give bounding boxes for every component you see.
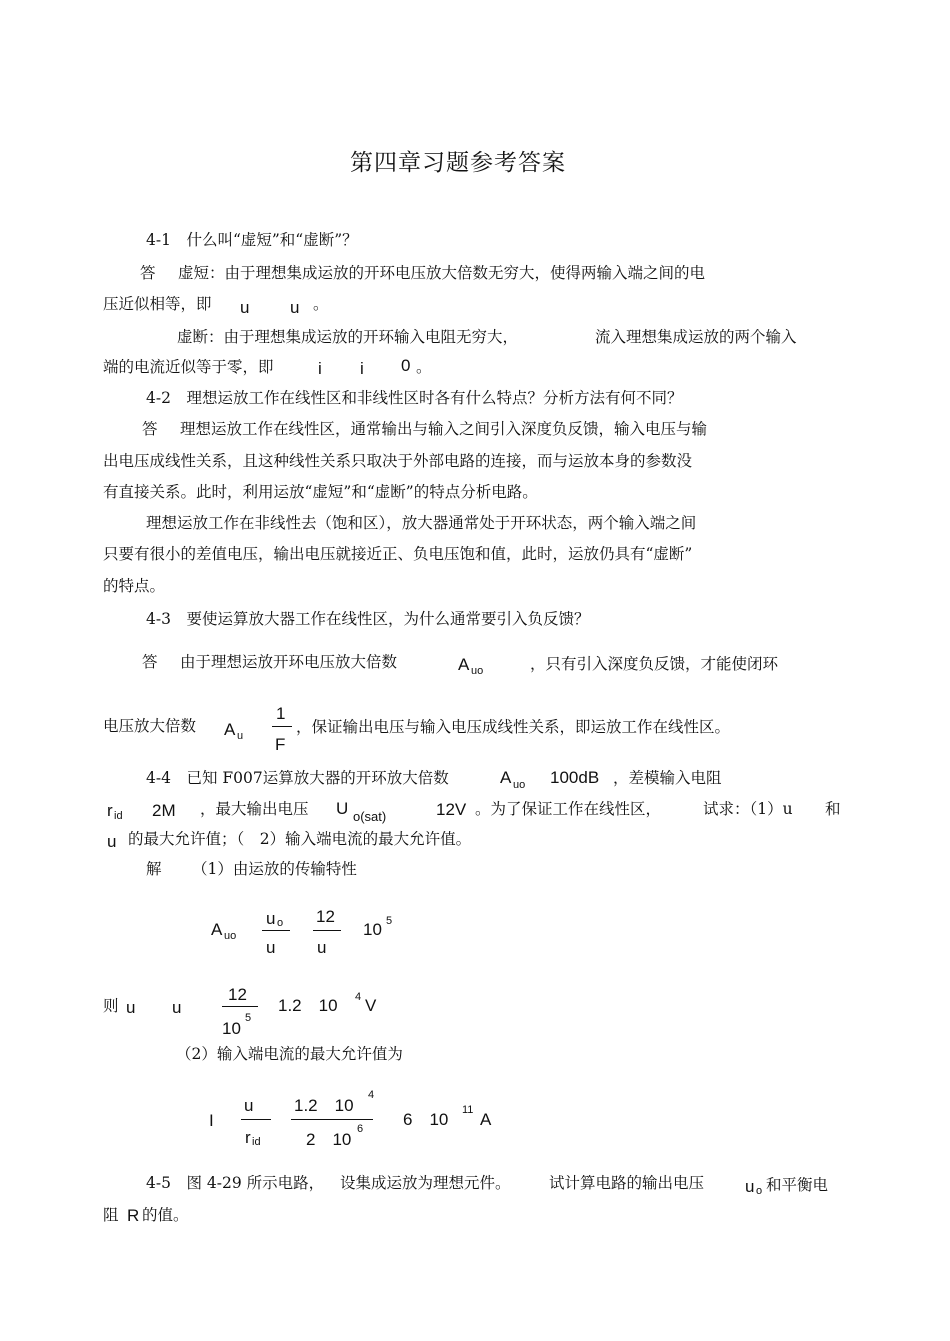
math-value: 2M [152, 801, 176, 820]
math-unit: A [480, 1110, 492, 1129]
math-superscript: 5 [386, 915, 393, 927]
math-symbol: I [209, 1111, 214, 1130]
math-subscript: uo [224, 930, 237, 942]
math-symbol: u [745, 1177, 755, 1196]
math-superscript: 4 [355, 991, 362, 1003]
question-text: 阻 [103, 1206, 119, 1224]
fraction-denominator: 2 10 [306, 1130, 352, 1149]
solution-text: 则 [103, 997, 119, 1015]
fraction-denominator: u [266, 938, 276, 957]
answer-text: 和 [825, 800, 841, 818]
math-symbol: i [360, 359, 364, 378]
fraction-denominator: F [275, 735, 286, 754]
answer-text: 只要有很小的差值电压，输出电压就接近正、负电压饱和值，此时，运放仍具有“虚断” [103, 545, 693, 563]
fraction-bar [313, 930, 341, 931]
answer-text: ，最大输出电压 [200, 800, 309, 818]
fraction-denominator: r [245, 1128, 251, 1147]
answer-text: 由于理想运放开环电压放大倍数 [180, 653, 398, 671]
page-title: 第四章习题参考答案 [350, 150, 566, 176]
answer-text: 的最大允许值；（ 2）输入端电流的最大允许值。 [128, 830, 472, 848]
math-subscript: o(sat) [353, 809, 387, 824]
math-subscript: id [252, 1136, 261, 1148]
math-superscript: 5 [245, 1012, 252, 1024]
fraction-numerator: u [244, 1096, 254, 1115]
math-symbol: U [336, 799, 349, 818]
answer-text: 理想运放工作在线性区，通常输出与输入之间引入深度负反馈，输入电压与输 [180, 420, 708, 438]
question-text: 设集成运放为理想元件。 [340, 1174, 511, 1192]
question-4-5: 4-5 图 4-29 所示电路， [146, 1174, 325, 1192]
math-symbol: u [126, 998, 136, 1017]
answer-text: 。 [416, 358, 432, 376]
math-symbol: i [318, 359, 322, 378]
answer-text: 压近似相等，即 [103, 295, 212, 313]
fraction-numerator: u [266, 909, 276, 928]
math-symbol: A [500, 768, 512, 787]
math-symbol: u [107, 832, 117, 851]
answer-text: ，保证输出电压与输入电压成线性关系，即运放工作在线性区。 [296, 718, 731, 736]
answer-text: 出电压成线性关系，且这种线性关系只取决于外部电路的连接，而与运放本身的参数没 [103, 452, 693, 470]
answer-text: 端的电流近似等于零，即 [103, 358, 274, 376]
answer-text: 虚短：由于理想集成运放的开环电压放大倍数无穷大，使得两输入端之间的电 [178, 264, 706, 282]
fraction-bar [291, 1119, 373, 1120]
answer-text: 电压放大倍数 [103, 717, 197, 735]
math-subscript: o [277, 917, 284, 929]
question-text: 的值。 [142, 1206, 189, 1224]
question-4-3: 4-3 要使运算放大器工作在线性区，为什么通常要引入负反馈？ [146, 610, 590, 628]
fraction-numerator: 1.2 10 [294, 1096, 354, 1115]
answer-text: 。 [313, 295, 329, 313]
answer-label: 答 [142, 653, 158, 671]
question-text: 试计算电路的输出电压 [549, 1174, 705, 1192]
fraction-numerator: 12 [316, 907, 335, 926]
fraction-bar [272, 726, 292, 727]
fraction-denominator: u [317, 938, 327, 957]
question-4-4: 4-4 已知 F007运算放大器的开环放大倍数 [146, 769, 449, 787]
math-value: 10 [363, 920, 382, 939]
math-symbol: 0 [401, 356, 411, 375]
answer-text: 试求：（1）u [703, 800, 793, 818]
answer-text: ，差模输入电阻 [613, 769, 722, 787]
math-symbol: u [172, 998, 182, 1017]
math-symbol: A [211, 920, 223, 939]
answer-text: 有直接关系。此时，利用运放“虚短”和“虚断”的特点分析电路。 [103, 483, 538, 501]
question-4-2: 4-2 理想运放工作在线性区和非线性区时各有什么特点？分析方法有何不同？ [146, 389, 683, 407]
solution-text: （2）输入端电流的最大允许值为 [176, 1045, 403, 1063]
math-subscript: u [237, 730, 244, 742]
answer-text: ，只有引入深度负反馈，才能使闭环 [530, 655, 779, 673]
math-subscript: uo [513, 779, 526, 791]
math-symbol: A [458, 655, 470, 674]
fraction-bar [222, 1006, 258, 1007]
math-symbol: u [240, 298, 250, 317]
answer-text: 的特点。 [103, 577, 166, 595]
math-subscript: id [114, 810, 123, 822]
math-superscript: 6 [357, 1123, 364, 1135]
fraction-denominator: 10 [222, 1019, 241, 1038]
math-symbol: r [107, 801, 113, 820]
math-superscript: 4 [368, 1089, 375, 1101]
question-4-1: 4-1 什么叫“虚短”和“虚断”？ [146, 231, 358, 249]
solution-text: （1）由运放的传输特性 [192, 860, 357, 878]
math-value: 100dB [550, 768, 600, 787]
fraction-numerator: 1 [276, 704, 286, 723]
solution-label: 解 [146, 860, 162, 878]
math-value: 6 10 [403, 1110, 449, 1129]
math-unit: V [365, 996, 377, 1015]
math-subscript: o [756, 1185, 763, 1197]
math-symbol: u [290, 298, 300, 317]
answer-text: 理想运放工作在非线性去（饱和区），放大器通常处于开环状态，两个输入端之间 [146, 514, 697, 532]
math-value: 1.2 10 [278, 996, 338, 1015]
fraction-numerator: 12 [228, 985, 247, 1004]
math-subscript: uo [471, 665, 484, 677]
answer-text: 。为了保证工作在线性区， [475, 800, 662, 818]
math-superscript: 11 [462, 1104, 474, 1116]
math-value: 12V [436, 800, 467, 819]
math-symbol: R [127, 1206, 140, 1225]
answer-label: 答 [142, 420, 158, 438]
answer-text: 流入理想集成运放的两个输入 [595, 328, 797, 346]
answer-text: 虚断：由于理想集成运放的开环输入电阻无穷大， [177, 328, 519, 346]
question-text: 和平衡电 [766, 1176, 829, 1194]
answer-label: 答 [140, 264, 156, 282]
fraction-bar [262, 930, 290, 931]
math-symbol: A [224, 720, 236, 739]
fraction-bar [241, 1119, 271, 1120]
